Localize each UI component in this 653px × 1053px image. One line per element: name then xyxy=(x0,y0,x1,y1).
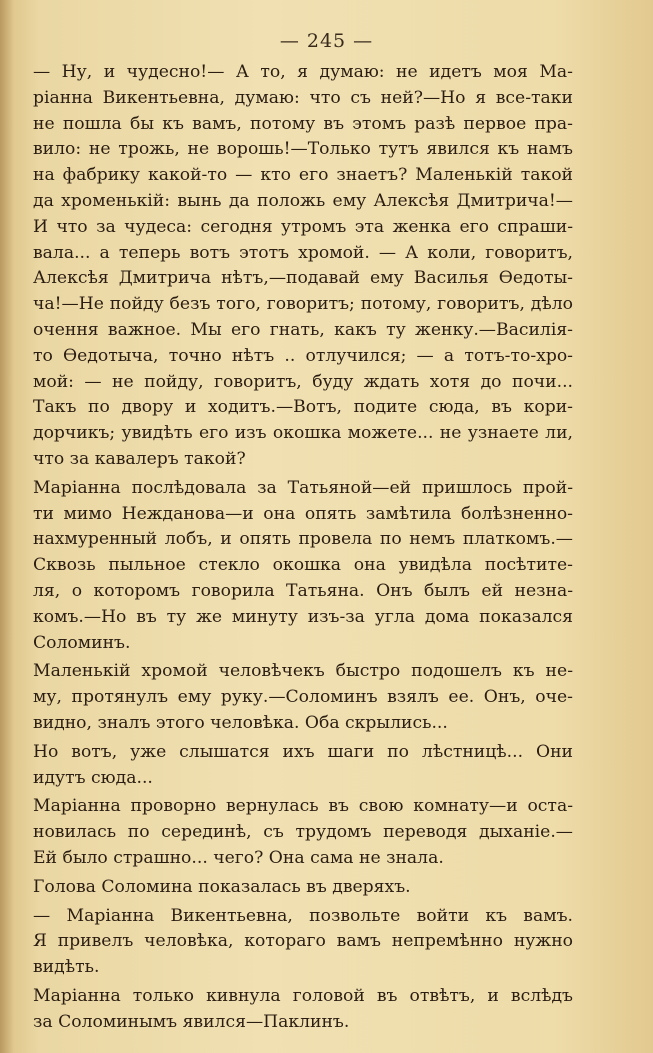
text-line: — Маріанна Викентьевна, позвольте войти къ вамъ. xyxy=(33,905,573,926)
text-line: идутъ сюда... xyxy=(33,767,153,788)
text-line: то Ѳедотыча, точно нѣтъ .. отлучился; — а тотъ-то-хро- xyxy=(33,345,573,366)
text-line: Маріанна проворно вернулась въ свою комнату—и оста- xyxy=(33,796,573,817)
text-line: Сквозь пыльное стекло окошка она увидѣла посѣтите- xyxy=(33,555,573,576)
text-line: новилась по серединѣ, съ трудомъ переводя дыханіе.— xyxy=(33,822,573,843)
page-gutter-shadow xyxy=(0,0,14,1053)
text-line: ріанна Викентьевна, думаю: что съ ней?—Но я все-таки xyxy=(33,87,573,108)
text-line: видно, зналъ этого человѣка. Оба скрылись... xyxy=(33,712,448,733)
text-line: Маріанна послѣдовала за Татьяной—ей пришлось прой- xyxy=(33,477,573,498)
text-line: ти мимо Нежданова—и она опять замѣтила болѣзненно- xyxy=(33,503,573,524)
text-line: Маленькій хромой человѣчекъ быстро подошелъ къ не- xyxy=(33,661,573,682)
text-line: Но вотъ, уже слышатся ихъ шаги по лѣстницѣ... Они xyxy=(33,741,573,762)
text-line: Ей было страшно... чего? Она сама не знала. xyxy=(33,847,444,868)
text-line: видѣть. xyxy=(33,957,100,978)
text-line: очення важное. Мы его гнать, какъ ту женку.—Василія- xyxy=(33,319,573,340)
text-line: ля, о которомъ говорила Татьяна. Онъ былъ ей незна- xyxy=(33,580,573,601)
text-line: Соломинъ. xyxy=(33,632,131,653)
page-text xyxy=(33,60,573,1035)
text-line: И что за чудеса: сегодня утромъ эта женка его спраши- xyxy=(33,216,573,237)
text-line: комъ.—Но въ ту же минуту изъ-за угла дома показался xyxy=(33,606,573,627)
text-line: ча!—Не пойду безъ того, говоритъ; потому, говоритъ, дѣло xyxy=(33,294,573,315)
text-line: что за кавалеръ такой? xyxy=(33,448,246,469)
text-line: Я привелъ человѣка, котораго вамъ непремѣнно нужно xyxy=(33,931,573,952)
text-line: вала... а теперь вотъ этотъ хромой. — А коли, говоритъ, xyxy=(33,242,573,263)
text-line: да хроменькій: вынь да положь ему Алексѣя Дмитрича!— xyxy=(33,190,573,211)
text-line: Маріанна только кивнула головой въ отвѣтъ, и вслѣдъ xyxy=(33,985,573,1006)
text-line: Алексѣя Дмитрича нѣтъ,—подавай ему Василья Ѳедоты- xyxy=(33,268,573,289)
text-line: мой: — не пойду, говоритъ, буду ждать хотя до почи... xyxy=(33,371,573,392)
text-line: дорчикъ; увидѣть его изъ окошка можете... не узнаете ли, xyxy=(33,423,573,444)
text-line: вило: не трожь, не ворошь!—Только тутъ явился къ намъ xyxy=(33,139,573,160)
text-line: не пошла бы къ вамъ, потому въ этомъ разѣ первое пра- xyxy=(33,113,573,134)
text-line: му, протянулъ ему руку.—Соломинъ взялъ ее. Онъ, оче- xyxy=(33,687,573,708)
text-line: на фабрику какой-то — кто его знаетъ? Маленькій такой xyxy=(33,165,573,186)
text-line: нахмуренный лобъ, и опять провела по немъ платкомъ.— xyxy=(33,529,573,550)
text-line: Голова Соломина показалась въ дверяхъ. xyxy=(33,876,411,897)
page-number: — 245 — xyxy=(279,30,374,52)
text-line: — Ну, и чудесно!— А то, я думаю: не идетъ моя Ма- xyxy=(33,62,573,82)
text-line: Такъ по двору и ходитъ.—Вотъ, подите сюда, въ кори- xyxy=(33,397,573,418)
text-line: за Соломинымъ явился—Паклинъ. xyxy=(33,1011,350,1032)
